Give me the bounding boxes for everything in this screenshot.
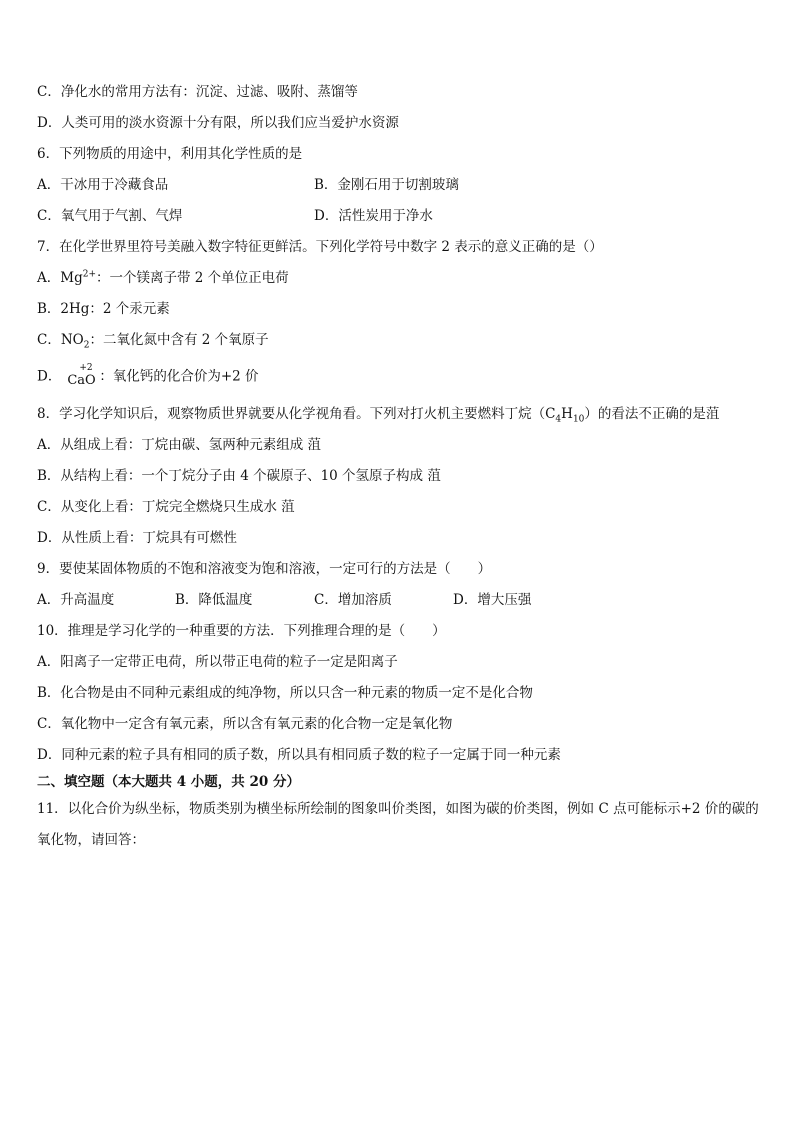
stray-mark: 菹 — [281, 499, 295, 515]
option-10b: B．化合物是由不同种元素组成的纯净物，所以只含一种元素的物质一定不是化合物 — [37, 685, 533, 701]
option-6a: A．干冰用于冷藏食品 — [37, 177, 169, 193]
cao-valence-formula: +2 CaO — [67, 363, 96, 388]
option-9a: A．升高温度 — [37, 592, 115, 608]
option-6d: D．活性炭用于净水 — [314, 208, 433, 224]
question-10: 10．推理是学习化学的一种重要的方法．下列推理合理的是（ ） — [37, 623, 446, 639]
option-6b: B．金刚石用于切割玻璃 — [314, 177, 459, 193]
option-10a: A．阳离子一定带正电荷，所以带正电荷的粒子一定是阳离子 — [37, 654, 398, 670]
option-10d: D．同种元素的粒子具有相同的质子数，所以具有相同质子数的粒子一定属于同一种元素 — [37, 747, 561, 763]
option-9d: D．增大压强 — [453, 592, 532, 608]
option-7d: D． +2 CaO ：氧化钙的化合价为+2 价 — [37, 363, 259, 388]
question-8: 8．学习化学知识后，观察物质世界就要从化学视角看。下列对打火机主要燃料丁烷$(C_4H_{10})$的看法不正确的是菹 — [37, 406, 720, 425]
stray-mark: 菹 — [427, 468, 441, 484]
option-8c: C．从变化上看：丁烷完全燃烧只生成水 菹 — [37, 499, 295, 515]
stray-mark: 菹 — [307, 437, 322, 453]
section-2-heading: 二、填空题（本大题共 4 小题，共 20 分） — [37, 774, 300, 790]
option-5d: D．人类可用的淡水资源十分有限，所以我们应当爱护水资源 — [37, 115, 399, 131]
question-9: 9．要使某固体物质的不饱和溶液变为饱和溶液，一定可行的方法是（ ） — [37, 561, 492, 577]
question-11: 11．以化合价为纵坐标，物质类别为横坐标所绘制的图象叫价类图，如图为碳的价类图，例如 C 点可能标示+2 价的碳的氧化物，请回答： — [37, 801, 759, 848]
option-6c: C．氧气用于气割、气焊 — [37, 208, 183, 224]
option-9c: C．增加溶质 — [314, 592, 392, 608]
option-7a: A．$Mg^{2+}$：一个镁离子带 2 个单位正电荷 — [37, 269, 289, 286]
option-8a: A．从组成上看：丁烷由碳、氢两种元素组成 菹 — [37, 437, 322, 453]
option-5c: C．净化水的常用方法有：沉淀、过滤、吸附、蒸馏等 — [37, 84, 358, 100]
question-6: 6．下列物质的用途中，利用其化学性质的是 — [37, 146, 303, 162]
stray-mark: 菹 — [705, 406, 720, 422]
option-7c: C．$NO_2$：二氧化氮中含有 2 个氧原子 — [37, 332, 269, 351]
option-9b: B．降低温度 — [175, 592, 253, 608]
question-7: 7．在化学世界里符号美融入数字特征更鲜活。下列化学符号中数字 2 表示的意义正确的是（） — [37, 239, 603, 255]
option-8d: D．从性质上看：丁烷具有可燃性 — [37, 530, 237, 546]
option-7b: B．2Hg：2 个汞元素 — [37, 301, 170, 317]
option-10c: C．氧化物中一定含有氧元素，所以含有氧元素的化合物一定是氧化物 — [37, 716, 453, 732]
option-8b: B．从结构上看：一个丁烷分子由 4 个碳原子、10 个氢原子构成 菹 — [37, 468, 441, 484]
